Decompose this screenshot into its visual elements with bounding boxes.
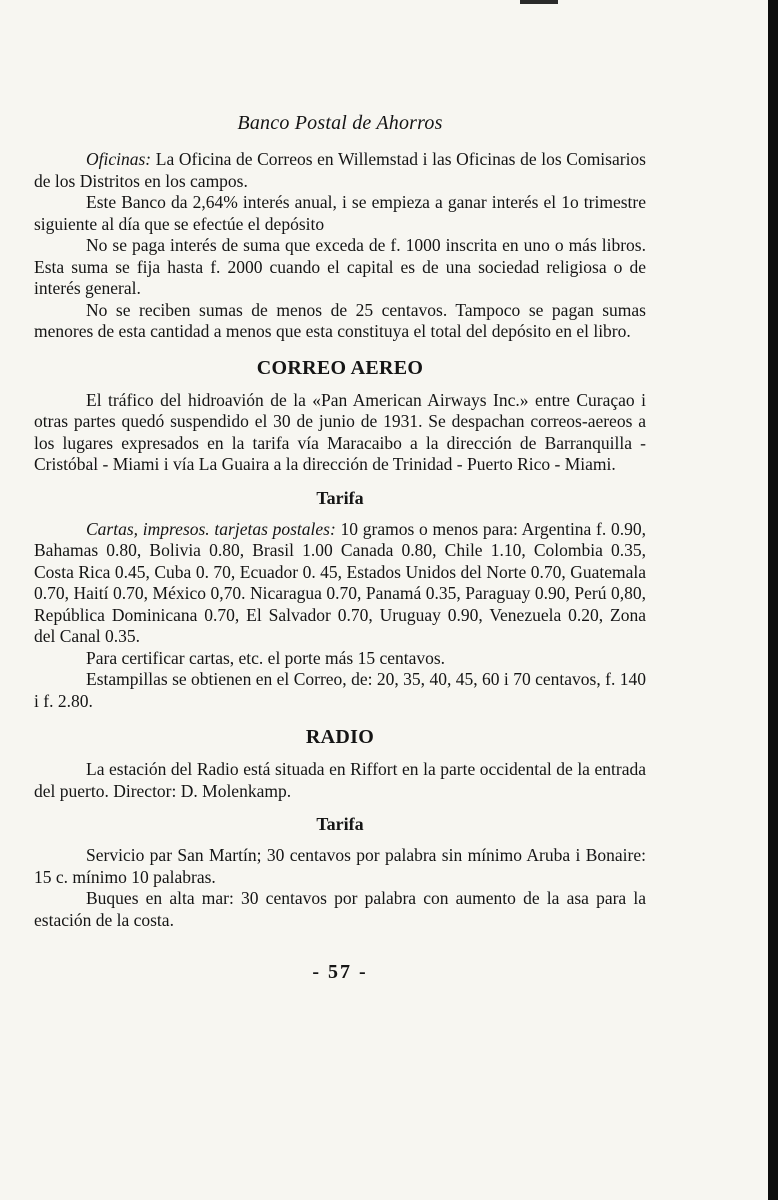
paragraph-suma-minima: No se reciben sumas de menos de 25 centavos. Tampoco se pagan sumas menores de esta cantidad a menos que esta constituya el total del depósito en el libro. [34,299,646,341]
subsection-title-tarifa-correo: Tarifa [316,487,364,508]
document-page [34,112,646,984]
paragraph-oficinas [34,149,646,192]
section-title-correo-aereo: CORREO AEREO [256,356,424,379]
scan-edge-top [520,0,558,4]
paragraph-certificar: Para certificar cartas, etc. el porte más 15 centavos. [86,647,446,668]
oficinas-lead: Oficinas: [86,149,152,169]
subsection-title-tarifa-radio: Tarifa [316,814,364,834]
tarifa-text: 10 gramos o menos para: Argentina f. 0.90, Bahamas 0.80, Bolivia 0.80, Brasil 1.00 Canada 0.80, Chile 1.10, Colombia 0.35, Costa Rica 0.45, Cuba 0. 70, Ecuador 0. 45, Estados Unidos del Norte 0.70, Guatemala 0.70, Haití 0.70, México 0,70. Nicaragua 0.70, Panamá 0.35, Paraguay 0.90, Perú 0,80, República Dominicana 0.70, El Salvador 0.70, Uruguay 0.90, Venezuela 0.20, Zona del Canal 0.35. [34,518,646,646]
paragraph-buques: Buques en alta mar: 30 centavos por palabra con aumento de la asa para la estación de la costa. [34,888,646,930]
oficinas-text: La Oficina de Correos en Willemstad i las Oficinas de los Comisarios de los Distritos en los campos. [34,149,646,191]
paragraph-servicio: Servicio par San Martín; 30 centavos por palabra sin mínimo Aruba i Bonaire: 15 c. mínimo 10 palabras. [34,845,646,887]
tarifa-lead: Cartas, impresos. tarjetas postales: [86,518,336,539]
paragraph-estampillas: Estampillas se obtienen en el Correo, de: 20, 35, 40, 45, 60 i 70 centavos, f. 140 i f. 2.80. [34,669,646,711]
section-title-banco-postal: Banco Postal de Ahorros [237,112,443,134]
page-number: - 57 - [312,961,368,983]
scan-edge-right [768,0,778,1200]
paragraph-trafico: El tráfico del hidroavión de la «Pan American Airways Inc.» entre Curaçao i otras partes quedó suspendido el 30 de junio de 1931. Se despachan correos-aereos a los lugares expresados en la tarifa vía Maracaibo a la dirección de Barranquilla - Cristóbal - Miami i vía La Guaira a la dirección de Trinidad - Puerto Rico - Miami. [34,389,646,474]
paragraph-tarifa-correo [34,519,646,648]
paragraph-estacion-radio: La estación del Radio está situada en Riffort en la parte occidental de la entrada del puerto. Director: D. Molenkamp. [34,759,646,801]
section-title-radio: RADIO [305,726,375,748]
paragraph-suma-maxima: No se paga interés de suma que exceda de f. 1000 inscrita en uno o más libros. Esta suma se fija hasta f. 2000 cuando el capital es de una sociedad religiosa o de interés general. [34,235,646,298]
paragraph-interes: Este Banco da 2,64% interés anual, i se empieza a ganar interés el 1o trimestre siguiente al día que se efectúe el depósito [34,192,646,234]
